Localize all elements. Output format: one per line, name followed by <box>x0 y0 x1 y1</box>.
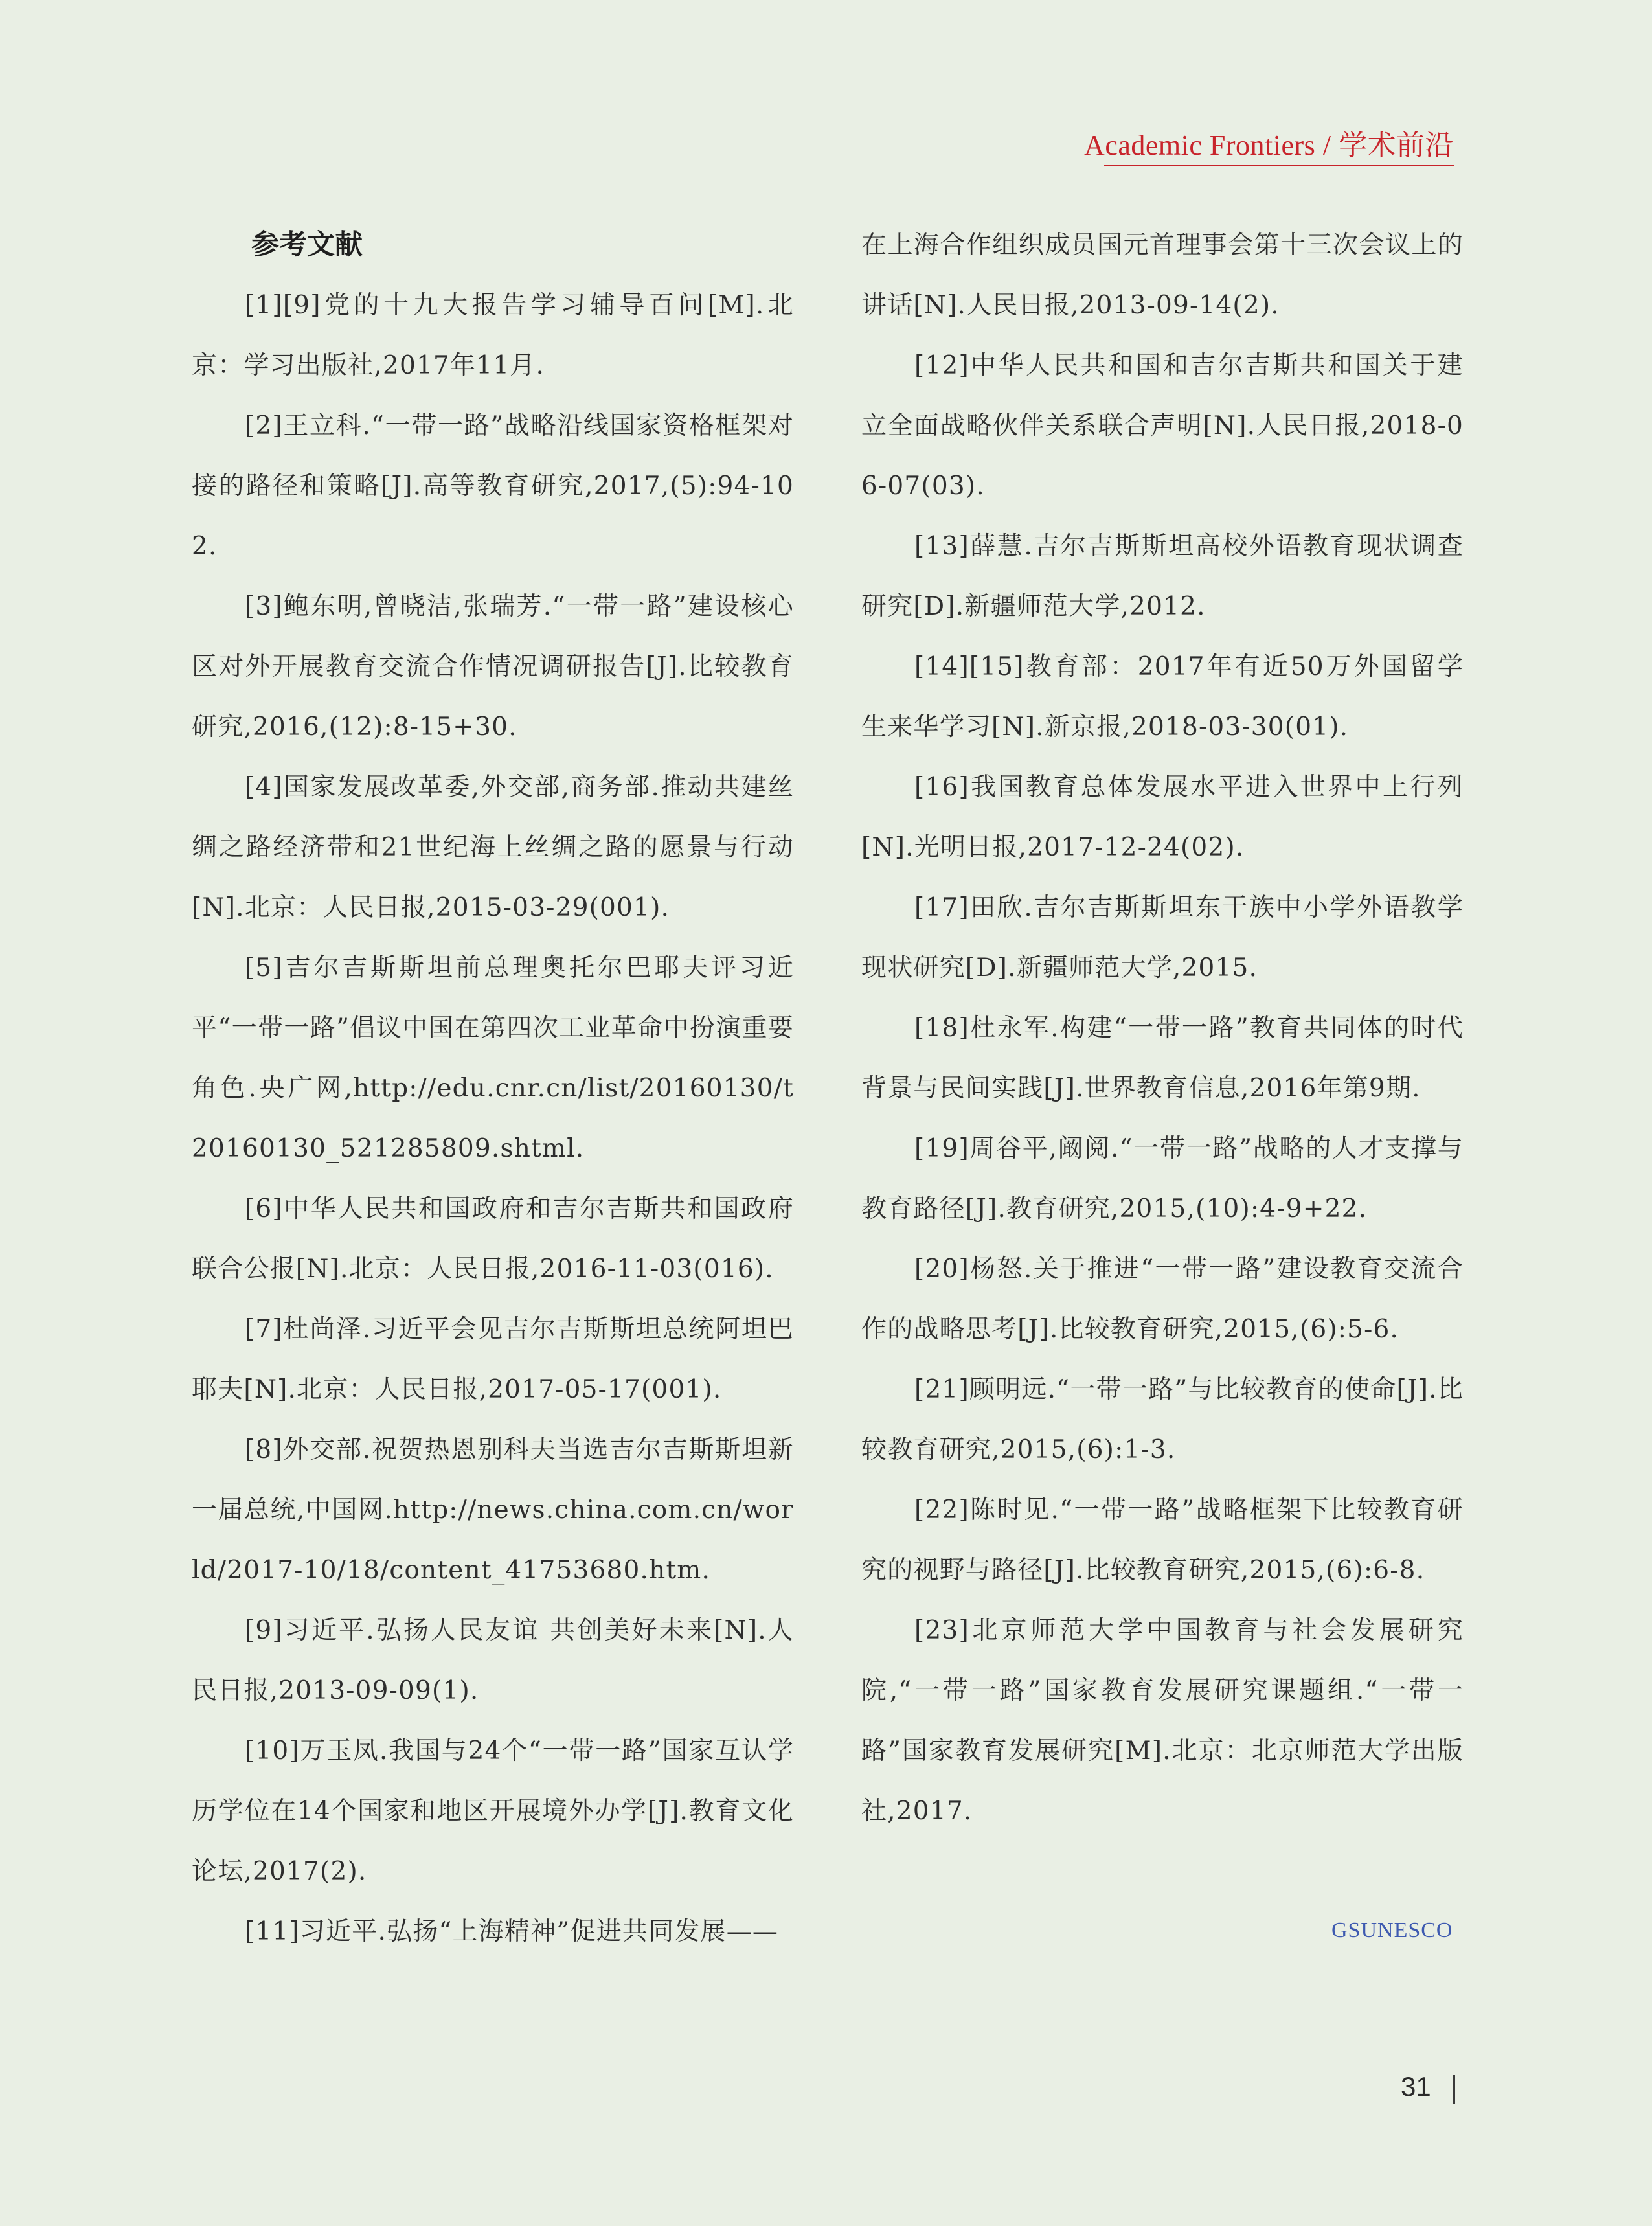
reference-entry: [22]陈时见.“一带一路”战略框架下比较教育研究的视野与路径[J].比较教育研究,2015,(6):6-8. <box>861 1495 1464 1585</box>
right-column <box>861 215 1464 1841</box>
page-number-divider <box>1453 2075 1455 2104</box>
reference-entry: [12]中华人民共和国和吉尔吉斯共和国关于建立全面战略伙伴关系联合声明[N].人民日报,2018-06-07(03). <box>861 351 1464 501</box>
reference-entry: [4]国家发展改革委,外交部,商务部.推动共建丝绸之路经济带和21世纪海上丝绸之路的愿景与行动[N].北京：人民日报,2015-03-29(001). <box>192 773 794 922</box>
reference-entry: [7]杜尚泽.习近平会见吉尔吉斯斯坦总统阿坦巴耶夫[N].北京：人民日报,2017-05-17(001). <box>192 1315 794 1404</box>
reference-entry: [18]杜永军.构建“一带一路”教育共同体的时代背景与民间实践[J].世界教育信息,2016年第9期. <box>861 1014 1464 1103</box>
reference-entry: [6]中华人民共和国政府和吉尔吉斯共和国政府联合公报[N].北京：人民日报,2016-11-03(016). <box>192 1194 794 1284</box>
reference-entry: [5]吉尔吉斯斯坦前总理奥托尔巴耶夫评习近平“一带一路”倡议中国在第四次工业革命中扮演重要角色.央广网,http://edu.cnr.cn/list/20160130/t20160130_521285809.shtml. <box>192 953 794 1163</box>
page-number: 31 <box>1401 2071 1431 2102</box>
journal-section-title: Academic Frontiers / 学术前沿 <box>1084 130 1454 161</box>
author-signature: GSUNESCO <box>1331 1918 1453 1942</box>
reference-entry: [11]习近平.弘扬“上海精神”促进共同发展—— <box>245 1917 779 1946</box>
reference-entry: [19]周谷平,阚阅.“一带一路”战略的人才支撑与教育路径[J].教育研究,2015,(10):4-9+22. <box>861 1134 1464 1223</box>
reference-continuation: 在上海合作组织成员国元首理事会第十三次会议上的讲话[N].人民日报,2013-09-14(2). <box>861 231 1464 320</box>
reference-entry: [1][9]党的十九大报告学习辅导百问[M].北京：学习出版社,2017年11月. <box>192 291 794 380</box>
reference-entry: [8]外交部.祝贺热恩别科夫当选吉尔吉斯斯坦新一届总统,中国网.http://news.china.com.cn/world/2017-10/18/content_41753680.htm. <box>192 1435 794 1585</box>
reference-entry: [21]顾明远.“一带一路”与比较教育的使命[J].比较教育研究,2015,(6):1-3. <box>861 1375 1464 1464</box>
reference-entry: [9]习近平.弘扬人民友谊 共创美好未来[N].人民日报,2013-09-09(1). <box>192 1616 794 1705</box>
running-header <box>1084 122 1454 163</box>
reference-entry: [20]杨怒.关于推进“一带一路”建设教育交流合作的战略思考[J].比较教育研究,2015,(6):5-6. <box>861 1255 1464 1344</box>
header-underline <box>1104 165 1454 166</box>
reference-entry: [14][15]教育部：2017年有近50万外国留学生来华学习[N].新京报,2018-03-30(01). <box>861 652 1464 742</box>
reference-entry: [2]王立科.“一带一路”战略沿线国家资格框架对接的路径和策略[J].高等教育研究,2017,(5):94-102. <box>192 411 794 561</box>
reference-entry: [3]鲍东明,曾晓洁,张瑞芳.“一带一路”建设核心区对外开展教育交流合作情况调研报告[J].比较教育研究,2016,(12):8-15+30. <box>192 592 794 742</box>
reference-entry: [13]薛慧.吉尔吉斯斯坦高校外语教育现状调查研究[D].新疆师范大学,2012. <box>861 532 1464 621</box>
reference-entry: [16]我国教育总体发展水平进入世界中上行列[N].光明日报,2017-12-24(02). <box>861 773 1464 862</box>
reference-entry: [23]北京师范大学中国教育与社会发展研究院,“一带一路”国家教育发展研究课题组.“一带一路”国家教育发展研究[M].北京：北京师范大学出版社,2017. <box>861 1616 1464 1826</box>
reference-entry: [10]万玉凤.我国与24个“一带一路”国家互认学历学位在14个国家和地区开展境外办学[J].教育文化论坛,2017(2). <box>192 1736 794 1886</box>
reference-entry: [17]田欣.吉尔吉斯斯坦东干族中小学外语教学现状研究[D].新疆师范大学,2015. <box>861 893 1464 982</box>
left-column <box>192 215 794 1962</box>
references-heading: 参考文献 <box>251 229 363 261</box>
